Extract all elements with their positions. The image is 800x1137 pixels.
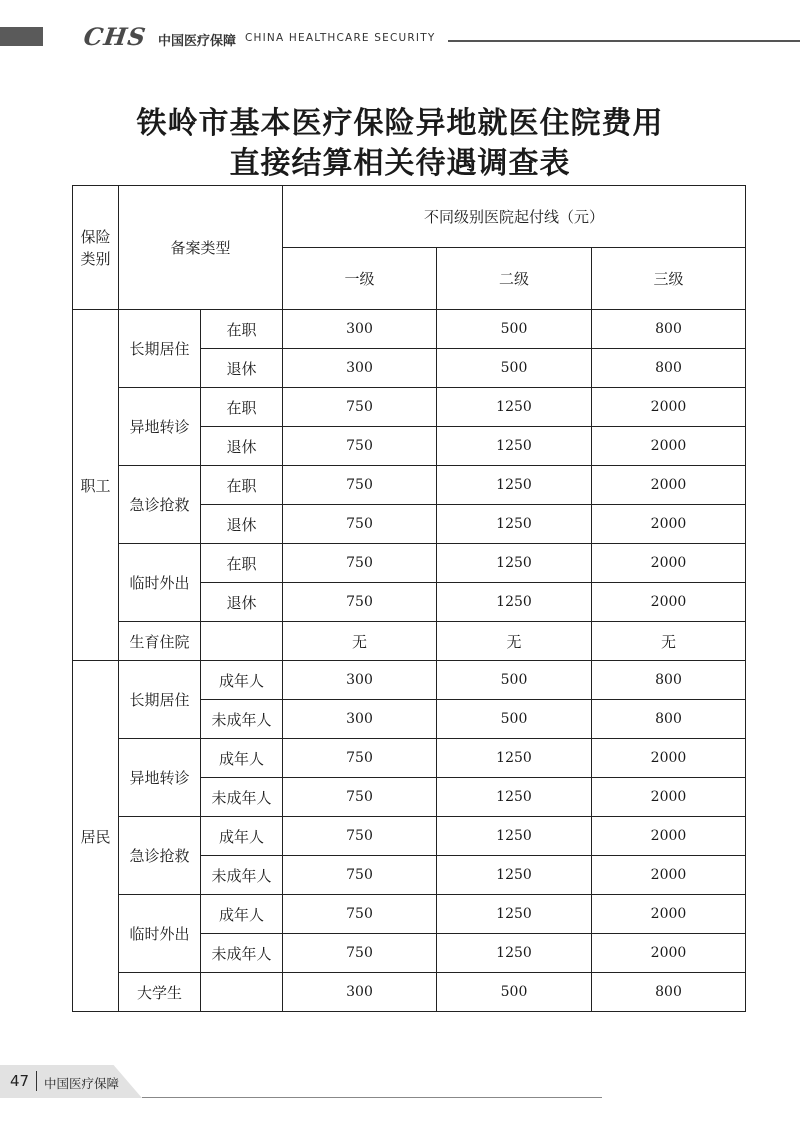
filing-subtype-cell: 成年人 [201,817,283,856]
threshold-value-level-1: 300 [283,349,437,388]
filing-subtype-cell: 退休 [201,505,283,544]
footer-rule [142,1097,602,1098]
threshold-value-level-1: 无 [283,622,437,661]
threshold-value-level-2: 无 [437,622,592,661]
filing-subtype-cell: 成年人 [201,739,283,778]
threshold-value-level-3: 2000 [592,388,746,427]
table-body [73,186,746,1012]
header-threshold: 不同级别医院起付线（元） [283,186,746,248]
threshold-value-level-1: 300 [283,973,437,1012]
table-row [73,622,746,661]
threshold-value-level-3: 800 [592,661,746,700]
threshold-value-level-3: 无 [592,622,746,661]
threshold-value-level-3: 800 [592,310,746,349]
threshold-value-level-2: 1250 [437,934,592,973]
header-level-1: 一级 [283,248,437,310]
threshold-value-level-2: 500 [437,661,592,700]
table-row [73,739,746,778]
threshold-value-level-1: 750 [283,778,437,817]
filing-subtype-cell: 成年人 [201,895,283,934]
filing-subtype-cell: 在职 [201,544,283,583]
filing-subtype-cell: 退休 [201,349,283,388]
threshold-value-level-1: 750 [283,466,437,505]
threshold-value-level-1: 750 [283,739,437,778]
threshold-value-level-2: 500 [437,700,592,739]
threshold-value-level-3: 2000 [592,856,746,895]
table-row [73,466,746,505]
filing-subtype-cell: 退休 [201,427,283,466]
header-filing-type: 备案类型 [119,186,283,310]
table-row [73,895,746,934]
table-row [73,661,746,700]
header-level-2: 二级 [437,248,592,310]
chs-logo: CHS [81,22,149,51]
threshold-value-level-2: 1250 [437,817,592,856]
filing-subtype-cell: 在职 [201,388,283,427]
threshold-value-level-2: 1250 [437,895,592,934]
filing-category-cell: 异地转诊 [119,388,201,466]
header-rule [448,40,800,42]
threshold-value-level-1: 750 [283,427,437,466]
filing-subtype-cell [201,973,283,1012]
threshold-value-level-3: 2000 [592,466,746,505]
threshold-value-level-3: 2000 [592,895,746,934]
filing-category-cell: 生育住院 [119,622,201,661]
threshold-value-level-1: 750 [283,544,437,583]
filing-subtype-cell: 未成年人 [201,856,283,895]
header-level-3: 三级 [592,248,746,310]
table-row [73,973,746,1012]
threshold-value-level-3: 2000 [592,583,746,622]
insurance-type-cell: 居民 [73,661,119,1012]
header-org-en: CHINA HEALTHCARE SECURITY [245,32,436,44]
threshold-value-level-1: 750 [283,817,437,856]
header-insurance-type: 保险 类别 [73,186,119,310]
filing-subtype-cell: 在职 [201,310,283,349]
threshold-value-level-2: 500 [437,349,592,388]
threshold-value-level-2: 1250 [437,778,592,817]
page-title-line-1: 铁岭市基本医疗保险异地就医住院费用 [136,106,664,141]
threshold-value-level-1: 750 [283,856,437,895]
filing-category-cell: 大学生 [119,973,201,1012]
filing-category-cell: 临时外出 [119,544,201,622]
threshold-value-level-1: 300 [283,310,437,349]
threshold-value-level-1: 750 [283,934,437,973]
table-row [73,817,746,856]
threshold-value-level-2: 1250 [437,466,592,505]
header-org-cn: 中国医疗保障 [158,34,237,49]
header-bar-block [0,27,43,46]
threshold-value-level-3: 2000 [592,505,746,544]
insurance-type-cell: 职工 [73,310,119,661]
threshold-value-level-3: 800 [592,973,746,1012]
table-row [73,310,746,349]
threshold-value-level-2: 1250 [437,739,592,778]
filing-subtype-cell: 未成年人 [201,700,283,739]
threshold-value-level-1: 750 [283,388,437,427]
filing-subtype-cell: 在职 [201,466,283,505]
threshold-value-level-2: 1250 [437,505,592,544]
page-title-line-2: 直接结算相关待遇调查表 [229,146,571,181]
filing-category-cell: 异地转诊 [119,739,201,817]
threshold-value-level-3: 2000 [592,739,746,778]
threshold-value-level-2: 1250 [437,544,592,583]
threshold-value-level-3: 800 [592,349,746,388]
threshold-value-level-3: 2000 [592,934,746,973]
filing-category-cell: 临时外出 [119,895,201,973]
treatment-survey-table [72,185,746,1012]
filing-category-cell: 急诊抢救 [119,466,201,544]
threshold-value-level-1: 300 [283,661,437,700]
threshold-value-level-1: 750 [283,583,437,622]
table-row [73,544,746,583]
table-row [73,388,746,427]
page-number: 47 [10,1072,30,1090]
filing-category-cell: 长期居住 [119,310,201,388]
threshold-value-level-2: 500 [437,973,592,1012]
footer-separator [36,1071,37,1091]
filing-category-cell: 急诊抢救 [119,817,201,895]
threshold-value-level-2: 1250 [437,856,592,895]
threshold-value-level-1: 300 [283,700,437,739]
threshold-value-level-2: 1250 [437,388,592,427]
table-header-row-1 [73,186,746,248]
filing-subtype-cell: 退休 [201,583,283,622]
threshold-value-level-2: 500 [437,310,592,349]
filing-subtype-cell: 未成年人 [201,778,283,817]
threshold-value-level-3: 2000 [592,817,746,856]
threshold-value-level-1: 750 [283,505,437,544]
threshold-value-level-2: 1250 [437,427,592,466]
footer-org-cn: 中国医疗保障 [44,1076,120,1091]
threshold-value-level-2: 1250 [437,583,592,622]
threshold-value-level-1: 750 [283,895,437,934]
filing-subtype-cell: 成年人 [201,661,283,700]
threshold-value-level-3: 2000 [592,544,746,583]
filing-subtype-cell: 未成年人 [201,934,283,973]
threshold-value-level-3: 2000 [592,427,746,466]
filing-subtype-cell [201,622,283,661]
filing-category-cell: 长期居住 [119,661,201,739]
threshold-value-level-3: 800 [592,700,746,739]
threshold-value-level-3: 2000 [592,778,746,817]
